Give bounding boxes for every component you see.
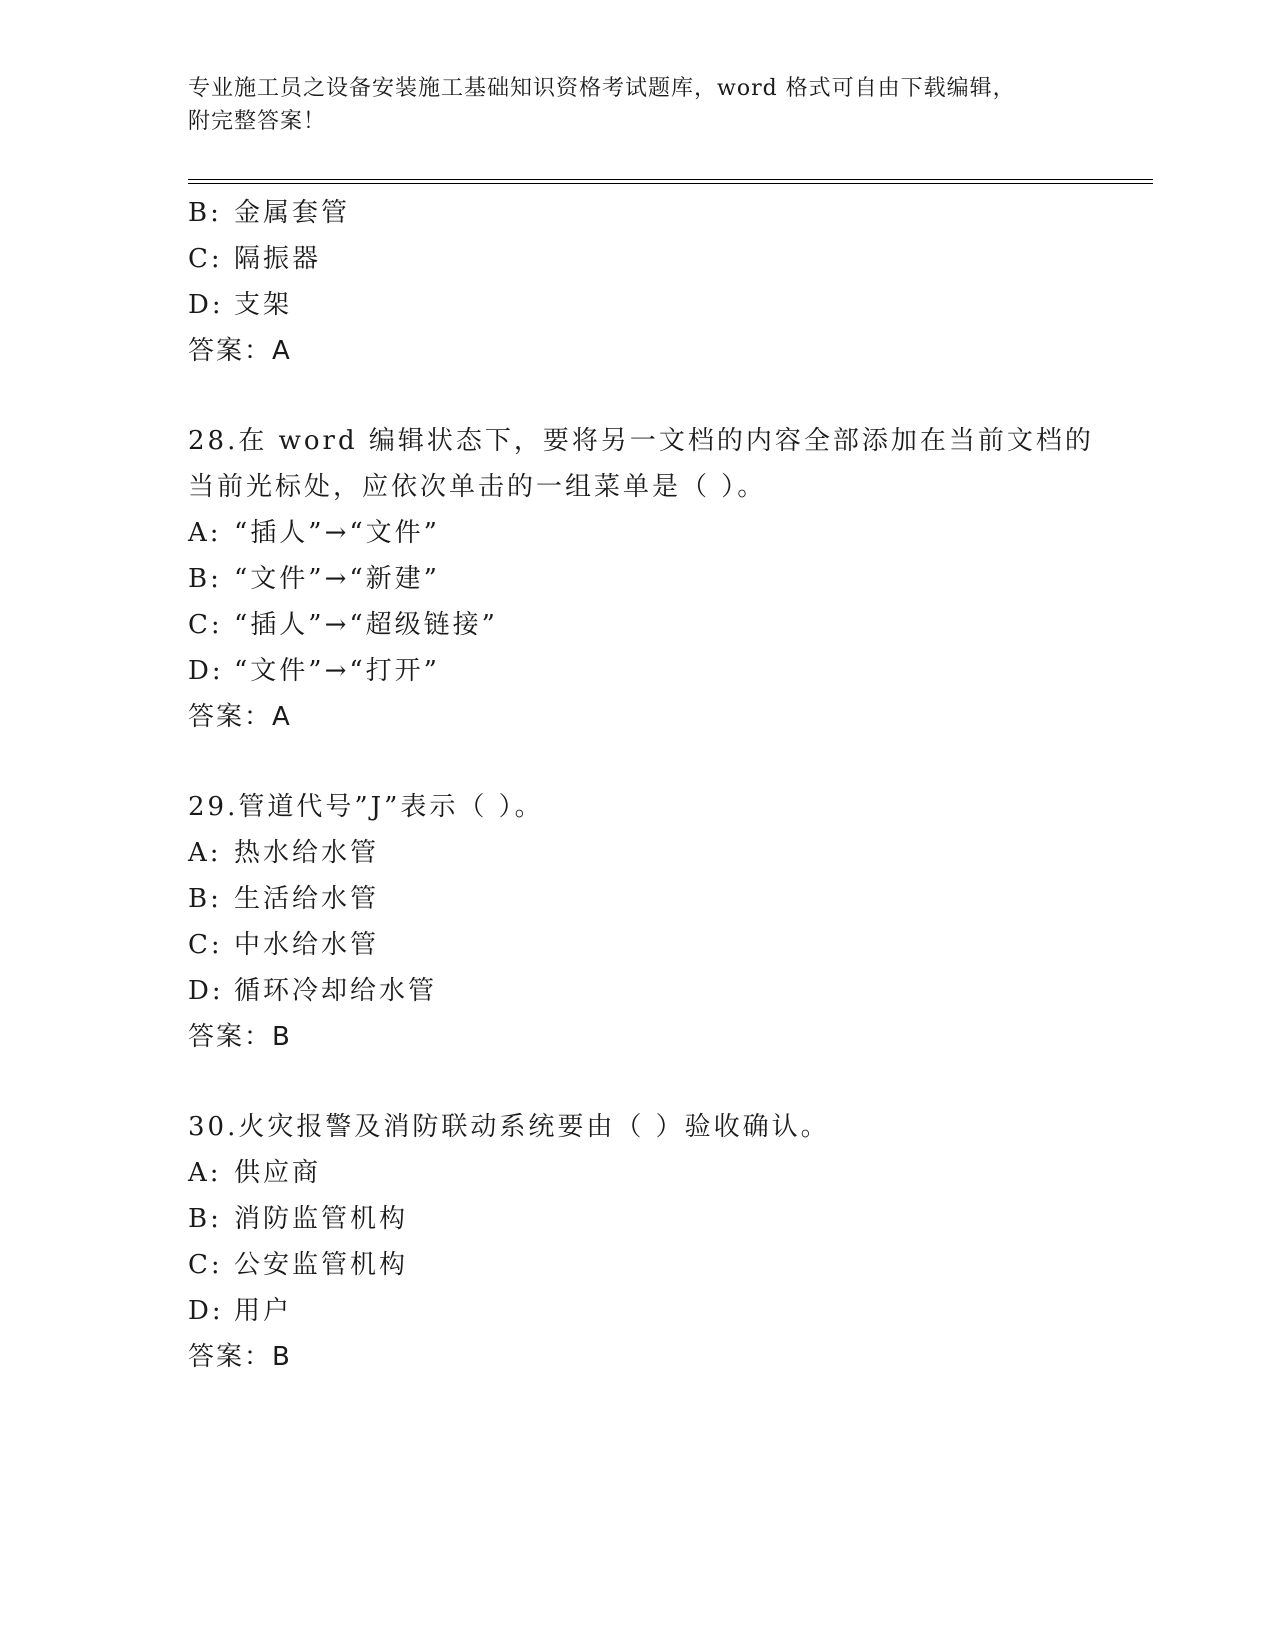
option-key: D: — [188, 976, 224, 1006]
question-content — [188, 190, 1153, 1380]
option-key: B: — [188, 564, 222, 594]
option-text: 生活给水管 — [234, 884, 380, 914]
option-text: “插人”→“超级链接” — [234, 610, 498, 640]
option-key: C: — [188, 610, 223, 640]
answer-line: 答案：B — [188, 1022, 292, 1052]
option-text: 热水给水管 — [234, 838, 380, 868]
question-stem: 29.管道代号”J”表示（ ）。 — [188, 792, 544, 822]
answer-line: 答案：A — [188, 336, 292, 366]
option-line — [188, 1288, 1153, 1334]
option-key: D: — [188, 656, 224, 686]
option-key: D: — [188, 290, 224, 320]
option-text: 隔振器 — [234, 244, 322, 274]
question-stem: 28.在 word 编辑状态下，要将另一文档的内容全部添加在当前文档的 — [188, 426, 1094, 456]
option-line — [188, 648, 1153, 694]
option-key: B: — [188, 884, 222, 914]
option-key: C: — [188, 244, 223, 274]
option-key: D: — [188, 1296, 224, 1326]
header-rule-top — [188, 179, 1153, 180]
option-line — [188, 968, 1153, 1014]
option-line — [188, 602, 1153, 648]
option-key: C: — [188, 1250, 223, 1280]
option-key: A: — [188, 1158, 222, 1188]
option-text: 金属套管 — [234, 198, 351, 228]
option-text: “文件”→“新建” — [234, 564, 440, 594]
option-text: 消防监管机构 — [234, 1204, 409, 1234]
header-rule-bottom — [188, 183, 1153, 184]
option-line — [188, 1242, 1153, 1288]
option-text: “插人”→“文件” — [234, 518, 440, 548]
option-text: 用户 — [234, 1296, 293, 1326]
option-key: C: — [188, 930, 223, 960]
option-text: 循环冷却给水管 — [234, 976, 438, 1006]
option-line — [188, 922, 1153, 968]
option-line — [188, 282, 1153, 328]
option-key: B: — [188, 198, 222, 228]
option-key: A: — [188, 838, 222, 868]
option-text: 支架 — [234, 290, 293, 320]
option-line — [188, 1150, 1153, 1196]
option-text: 供应商 — [234, 1158, 322, 1188]
option-line — [188, 510, 1153, 556]
option-line — [188, 1196, 1153, 1242]
option-key: B: — [188, 1204, 222, 1234]
option-text: 中水给水管 — [234, 930, 380, 960]
document-header: 专业施工员之设备安装施工基础知识资格考试题库，word 格式可自由下载编辑， 附完整答案！ — [188, 76, 1016, 134]
answer-line: 答案：A — [188, 702, 292, 732]
option-key: A: — [188, 518, 222, 548]
option-line — [188, 236, 1153, 282]
question-stem: 30.火灾报警及消防联动系统要由（ ）验收确认。 — [188, 1112, 830, 1142]
answer-line: 答案：B — [188, 1342, 292, 1372]
option-text: 公安监管机构 — [234, 1250, 409, 1280]
option-text: “文件”→“打开” — [234, 656, 440, 686]
option-line — [188, 556, 1153, 602]
question-stem: 当前光标处，应依次单击的一组菜单是（ ）。 — [188, 472, 767, 502]
option-line — [188, 830, 1153, 876]
option-line — [188, 876, 1153, 922]
option-line — [188, 190, 1153, 236]
